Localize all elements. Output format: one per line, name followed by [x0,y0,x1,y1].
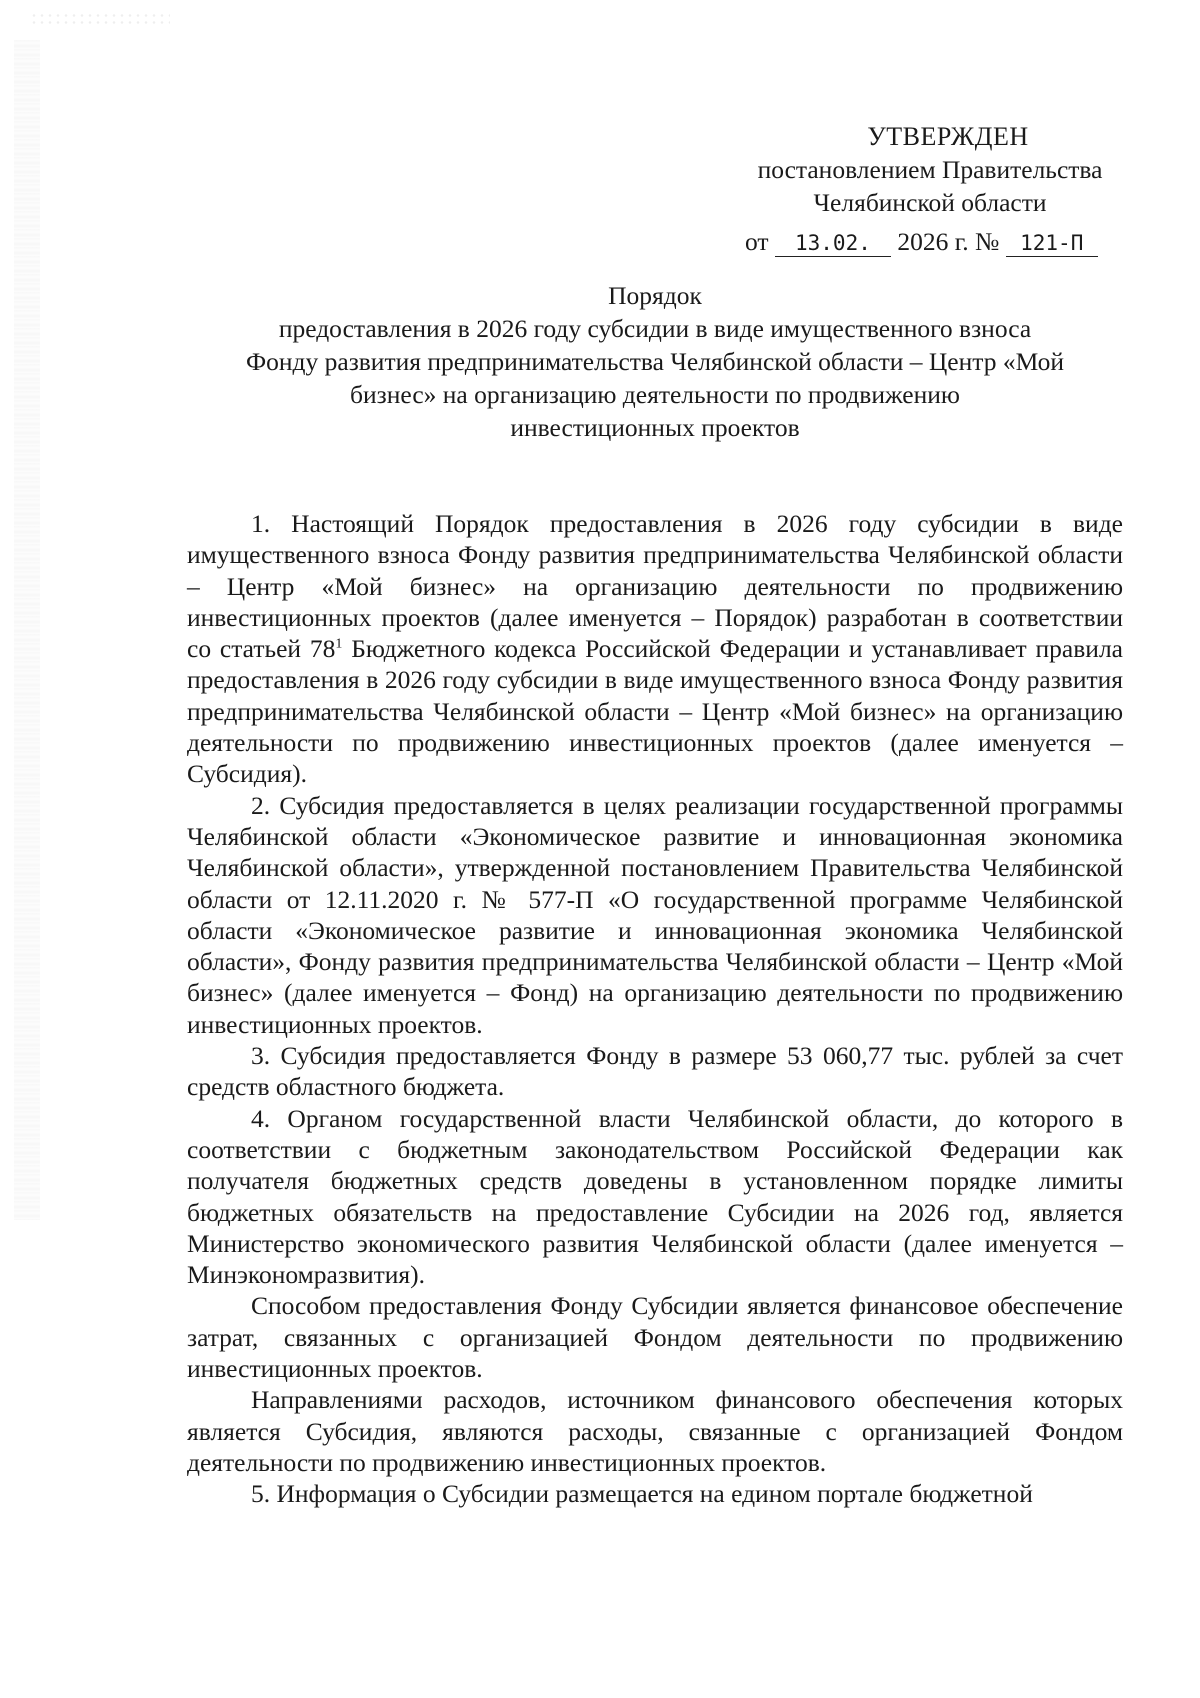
paragraph-4: 4. Органом государственной власти Челябинской области, до которого в соответствии с бюджетным законодательством Российской Федерации как получателя бюджетных средств доведены в установленном порядке лимиты бюджетных обязательств на предоставление Субсидии на 2026 год, является Министерство экономического развития Челябинской области (далее именуется – Минэкономразвития). [187,1103,1123,1290]
heading-line-3: Фонду развития предпринимательства Челябинской области – Центр «Мой [245,347,1065,376]
heading-line-1: Порядок [608,281,702,310]
article-superscript: 1 [335,636,343,652]
heading-line-4: бизнес» на организацию деятельности по продвижению [350,380,960,409]
paragraph-5: Способом предоставления Фонду Субсидии является финансовое обеспечение затрат, связанных с организацией Фондом деятельности по продвижению инвестиционных проектов. [187,1291,1123,1384]
scan-artifact [30,12,170,26]
approval-block [730,120,1130,258]
year-text: 2026 г. № [897,227,1000,256]
paragraph-1-text-b: Бюджетного кодекса Российской Федерации и устанавливает правила предоставления в 2026 году субсидии в виде имущественного взноса Фонду развития предпринимательства Челябинской области – Центр «Мой бизнес» на организацию деятельности по продвижению инвестиционных проектов (далее именуется – Субсидия). [187,634,1123,789]
date-prefix: от [745,227,769,256]
approval-line-2: Челябинской области [813,188,1047,217]
approval-title: УТВЕРЖДЕН [867,122,1029,151]
document-heading [200,279,1110,444]
document-body [187,508,1123,1510]
paragraph-1-text-a: 1. Настоящий Порядок предоставления в 2026 году субсидии в виде имущественного взноса Фонду развития предпринимательства Челябинской области – Центр «Мой бизнес» на организацию деятельности по продвижению инвестиционных проектов (далее именуется – Порядок) разработан в соответствии со статьей 78 [187,509,1123,664]
approval-line-1: постановлением Правительства [757,155,1103,184]
paragraph-7: 5. Информация о Субсидии размещается на едином портале бюджетной [251,1479,1033,1509]
approval-date-line [730,225,1130,258]
document-number: 121-П [1006,230,1098,257]
heading-line-2: предоставления в 2026 году субсидии в виде имущественного взноса [278,314,1032,343]
paragraph-6: Направлениями расходов, источником финансового обеспечения которых является Субсидия, являются расходы, связанные с организацией Фондом деятельности по продвижению инвестиционных проектов. [187,1385,1123,1477]
date-value: 13.02. [775,230,891,257]
heading-line-5: инвестиционных проектов [510,413,800,442]
paragraph-3: 3. Субсидия предоставляется Фонду в размере 53 060,77 тыс. рублей за счет средств областного бюджета. [187,1041,1123,1102]
paragraph-2: 2. Субсидия предоставляется в целях реализации государственной программы Челябинской области «Экономическое развитие и инновационная экономика Челябинской области», утвержденной постановлением Правительства Челябинской области от 12.11.2020 г. № 577-П «О государственной программе Челябинской области «Экономическое развитие и инновационная экономика Челябинской области», Фонду развития предпринимательства Челябинской области – Центр «Мой бизнес» (далее именуется – Фонд) на организацию деятельности по продвижению инвестиционных проектов. [187,790,1123,1039]
scan-edge-artifact [14,40,40,1220]
paragraph-1 [187,508,1123,790]
